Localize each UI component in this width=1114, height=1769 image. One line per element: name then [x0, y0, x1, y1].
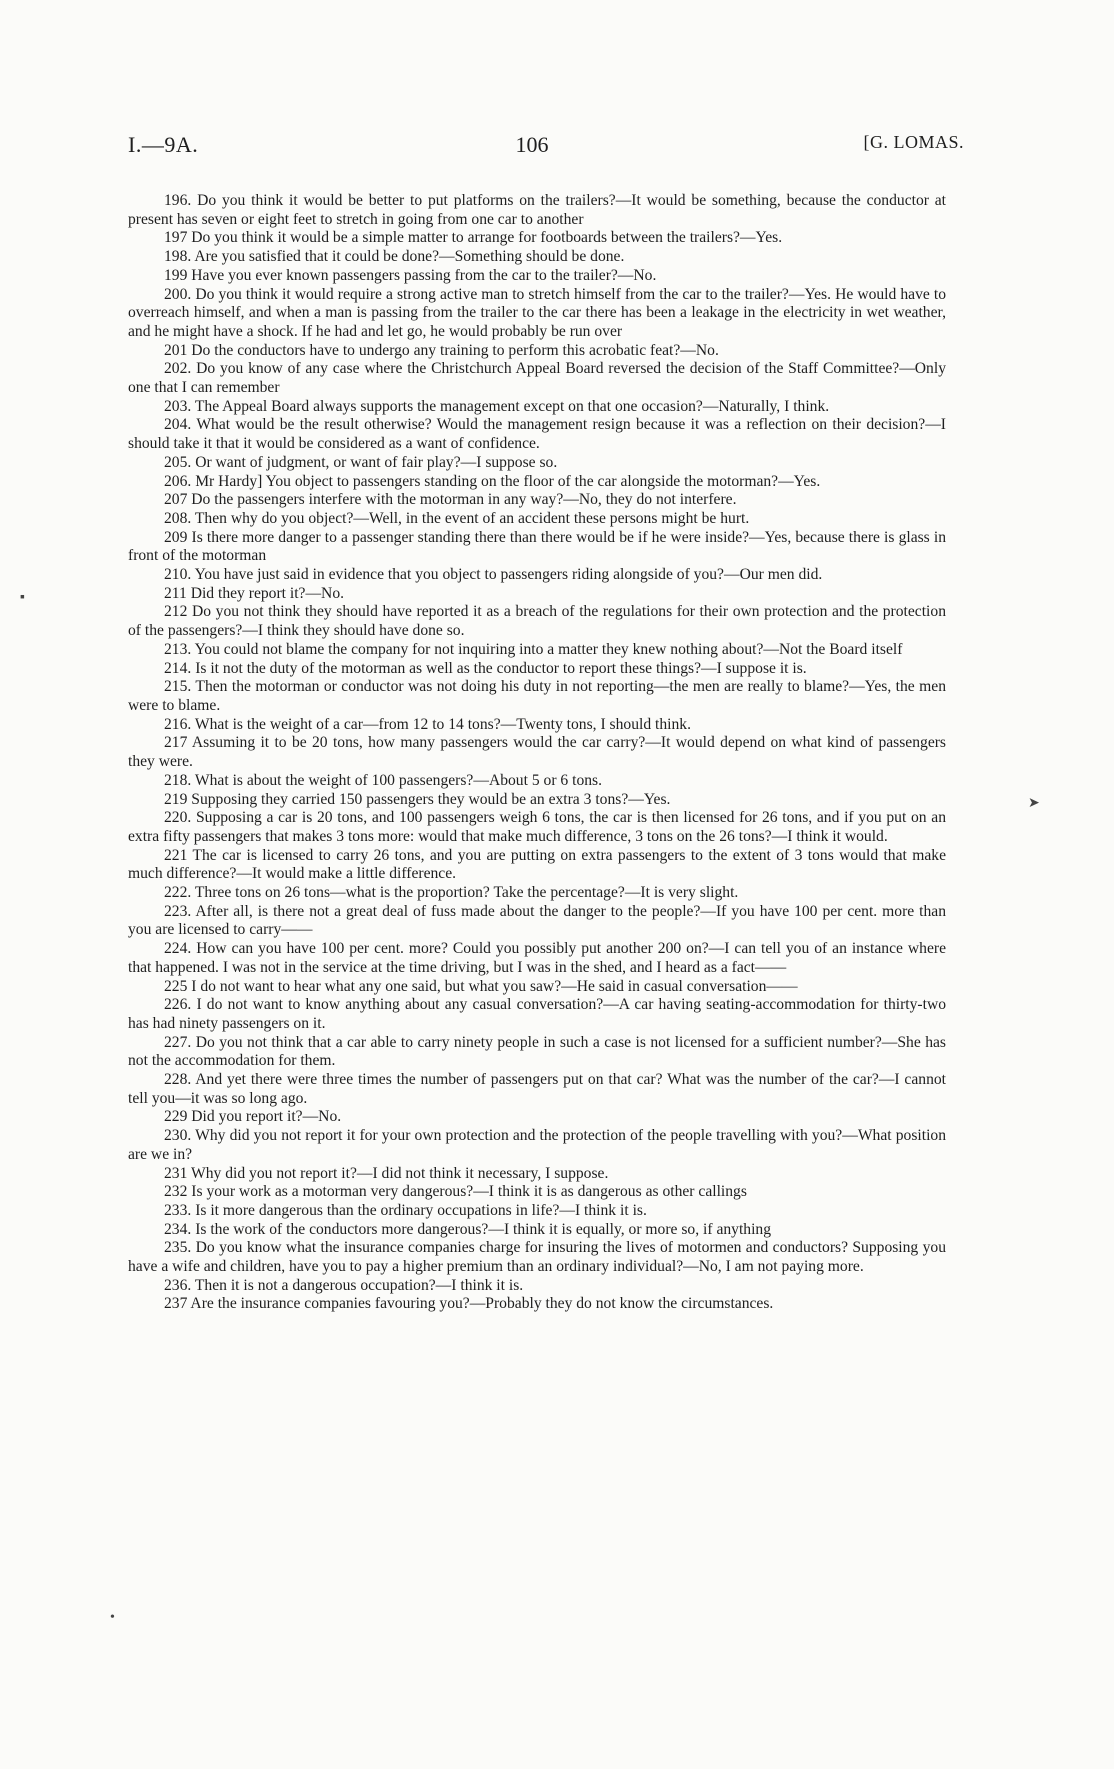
evidence-paragraph: 227. Do you not think that a car able to carry ninety people in such a case is not licensed for a sufficient number?—She has not the accommodation for them.: [128, 1033, 946, 1070]
evidence-paragraph: 205. Or want of judgment, or want of fair play?—I suppose so.: [164, 453, 558, 471]
document-body: [128, 192, 946, 1314]
evidence-paragraph: 196. Do you think it would be better to put platforms on the trailers?—It would be something, because the conductor at present has seven or eight feet to stretch in going from one car to another: [128, 192, 946, 228]
evidence-paragraph: 203. The Appeal Board always supports the management except on that one occasion?—Naturally, I think.: [164, 397, 830, 415]
evidence-paragraph: 218. What is about the weight of 100 passengers?—About 5 or 6 tons.: [164, 771, 603, 789]
evidence-paragraph: 235. Do you know what the insurance companies charge for insuring the lives of motormen and conductors? Supposing you have a wife and children, have you to pay a higher premium than an ordinary individual?—No, I am not paying more.: [128, 1239, 946, 1276]
evidence-paragraph: 229 Did you report it?—No.: [164, 1108, 342, 1126]
evidence-paragraph: 213. You could not blame the company for not inquiring into a matter they knew nothing about?—Not the Board itself: [164, 640, 903, 658]
evidence-paragraph: 200. Do you think it would require a strong active man to stretch himself from the car to the trailer?—Yes. He would have to overreach himself, and when a man is passing from the trailer to the car there has been a leakage in the electricity in wet weather, and he might have a shock. If he had and let go, he would probably be run over: [128, 285, 946, 340]
evidence-paragraph: 212 Do you not think they should have reported it as a breach of the regulations for their own protection and the protection of the passengers?—I think they should have done so.: [128, 603, 946, 640]
evidence-paragraph: 224. How can you have 100 per cent. more? Could you possibly put another 200 on?—I can tell you of an instance where that happened. I was not in the service at the time driving, but I was in the shed, and I heard as a fact——: [128, 940, 946, 976]
witness-name: [G. LOMAS.: [863, 132, 964, 152]
evidence-paragraph: 236. Then it is not a dangerous occupation?—I think it is.: [164, 1276, 524, 1294]
evidence-paragraph: 198. Are you satisfied that it could be done?—Something should be done.: [164, 248, 625, 266]
evidence-paragraph: 214. Is it not the duty of the motorman as well as the conductor to report these things?—I suppose it is.: [164, 659, 807, 677]
evidence-paragraph: 230. Why did you not report it for your own protection and the protection of the people travelling with you?—What position are we in?: [128, 1127, 946, 1163]
margin-mark: ▪: [20, 590, 25, 605]
evidence-paragraph: 202. Do you know of any case where the Christchurch Appeal Board reversed the decision of the Staff Committee?—Only one that I can remember: [128, 360, 946, 397]
margin-mark: •: [110, 1610, 115, 1625]
evidence-paragraph: 215. Then the motorman or conductor was not doing his duty in not reporting—the men are really to blame?—Yes, the men were to blame.: [128, 678, 946, 714]
evidence-paragraph: 201 Do the conductors have to undergo any training to perform this acrobatic feat?—No.: [164, 341, 719, 359]
evidence-paragraph: 211 Did they report it?—No.: [164, 584, 345, 602]
evidence-paragraph: 219 Supposing they carried 150 passengers they would be an extra 3 tons?—Yes.: [164, 790, 671, 808]
evidence-paragraph: 226. I do not want to know anything about any casual conversation?—A car having seating-accommodation for thirty-two has had ninety passengers on it.: [128, 996, 946, 1032]
evidence-paragraph: 204. What would be the result otherwise? Would the management resign because it was a reflection on their decision?—I should take it that it would be considered as a want of confidence.: [128, 416, 946, 453]
page-header: [120, 132, 964, 162]
evidence-paragraph: 199 Have you ever known passengers passing from the car to the trailer?—No.: [164, 266, 657, 284]
margin-mark: ➤: [1028, 796, 1040, 811]
evidence-paragraph: 217 Assuming it to be 20 tons, how many passengers would the car carry?—It would depend on what kind of passengers they were.: [128, 734, 946, 771]
evidence-paragraph: 233. Is it more dangerous than the ordinary occupations in life?—I think it is.: [164, 1201, 647, 1219]
evidence-paragraph: 209 Is there more danger to a passenger standing there than there would be if he were inside?—Yes, because there is glass in front of the motorman: [128, 528, 946, 565]
evidence-paragraph: 197 Do you think it would be a simple matter to arrange for footboards between the trailers?—Yes.: [164, 229, 783, 247]
evidence-paragraph: 234. Is the work of the conductors more dangerous?—I think it is equally, or more so, if anything: [164, 1220, 772, 1238]
evidence-paragraph: 231 Why did you not report it?—I did not think it necessary, I suppose.: [164, 1164, 609, 1182]
paper-reference: I.—9A.: [128, 132, 199, 157]
evidence-paragraph: 220. Supposing a car is 20 tons, and 100 passengers weigh 6 tons, the car is then licensed for 26 tons, and if you put on an extra fifty passengers that makes 3 tons more: would that make much difference, 3 tons on the 26 tons?—I think it would.: [128, 809, 946, 845]
evidence-paragraph: 216. What is the weight of a car—from 12 to 14 tons?—Twenty tons, I should think.: [164, 715, 691, 733]
evidence-paragraph: 210. You have just said in evidence that you object to passengers riding alongside of you?—Our men did.: [164, 566, 823, 584]
evidence-paragraph: 223. After all, is there not a great deal of fuss made about the danger to the people?—If you have 100 per cent. more than you are licensed to carry——: [128, 902, 946, 939]
evidence-paragraph: 232 Is your work as a motorman very dangerous?—I think it is as dangerous as other callings: [164, 1183, 747, 1201]
evidence-paragraph: 237 Are the insurance companies favouring you?—Probably they do not know the circumstances.: [164, 1295, 774, 1313]
evidence-paragraph: 208. Then why do you object?—Well, in the event of an accident these persons might be hurt.: [164, 509, 750, 527]
evidence-paragraph: 228. And yet there were three times the number of passengers put on that car? What was the number of the car?—I cannot tell you—it was so long ago.: [128, 1071, 946, 1107]
evidence-paragraph: 221 The car is licensed to carry 26 tons, and you are putting on extra passengers to the extent of 3 tons would that make much difference?—It would make a little difference.: [128, 846, 946, 883]
evidence-paragraph: 206. Mr Hardy] You object to passengers standing on the floor of the car alongside the motorman?—Yes.: [164, 472, 821, 490]
evidence-paragraph: 225 I do not want to hear what any one said, but what you saw?—He said in casual conversation——: [164, 977, 798, 995]
page-number: 106: [515, 132, 549, 157]
evidence-paragraph: 222. Three tons on 26 tons—what is the proportion? Take the percentage?—It is very slight.: [164, 884, 739, 902]
evidence-paragraph: 207 Do the passengers interfere with the motorman in any way?—No, they do not interfere.: [164, 491, 737, 509]
